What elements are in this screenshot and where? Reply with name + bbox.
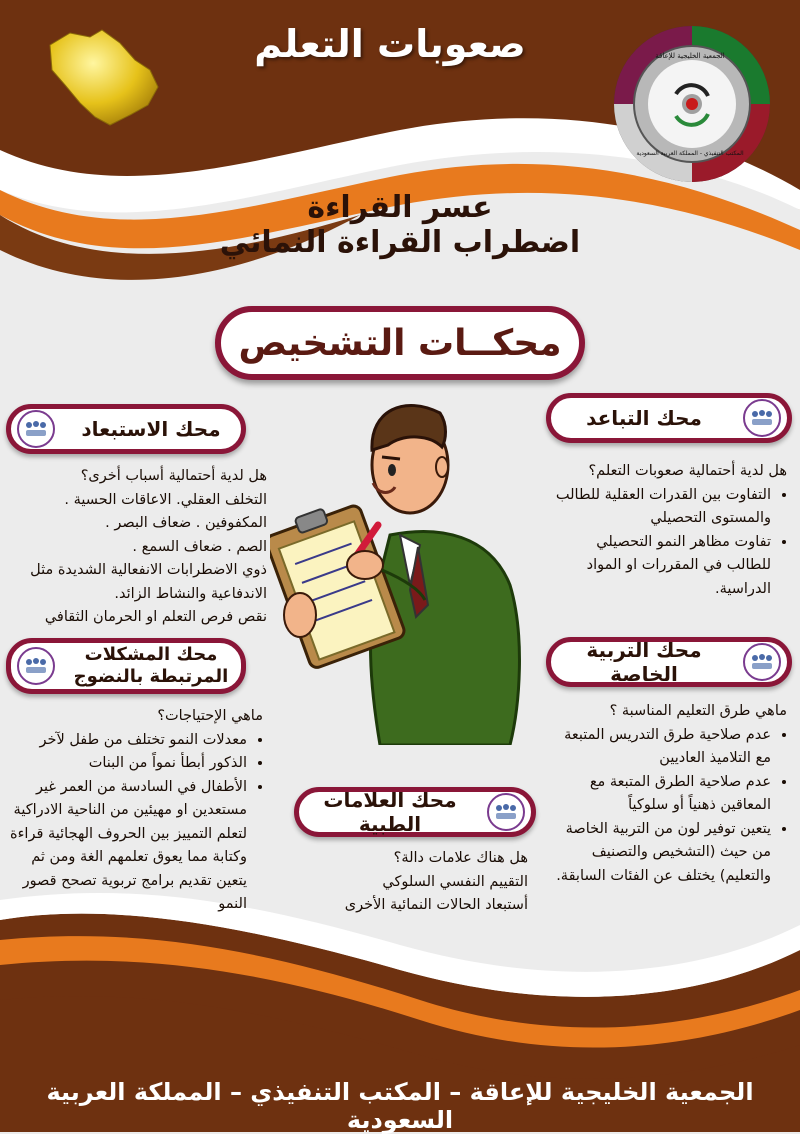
- divergence-question: هل لدية أحتمالية صعوبات التعلم؟: [588, 463, 787, 479]
- criterion-medical-header: [294, 787, 536, 837]
- criterion-special-education-body: [555, 700, 787, 888]
- list-item: • الذكور أبطأ نمواً من البنات: [5, 752, 247, 776]
- subtitle-dyslexia: عسر القراءة: [307, 190, 493, 225]
- diagnosis-criteria-banner: [215, 306, 585, 380]
- subtitle-reading-disorder: اضطراب القراءة النمائي: [219, 225, 581, 260]
- special-education-question: ماهي طرق التعليم المناسبة ؟: [609, 703, 787, 719]
- man-with-clipboard-illustration: [270, 385, 540, 745]
- list-item: الصم . ضعاف السمع .: [132, 538, 267, 555]
- maturity-question: ماهي الإحتياجات؟: [157, 708, 263, 724]
- people-group-icon: [487, 793, 525, 831]
- list-item: نقص فرص التعلم او الحرمان الثقافي: [44, 609, 267, 625]
- banner-title: محكــات التشخيص: [238, 322, 562, 364]
- footer-organization: الجمعية الخليجية للإعاقة – المكتب التنفيذي – المملكة العربية السعودية: [46, 1078, 754, 1134]
- list-item: • التفاوت بين القدرات العقلية للطالب والمستوى التحصيلي: [555, 484, 771, 531]
- list-item: • يتعين توفير لون من التربية الخاصة من حيث (التشخيص والتصنيف والتعليم) يختلف عن الفئات السابقة.: [555, 818, 771, 889]
- criterion-special-education-title: محك التربية الخاصة: [586, 638, 702, 686]
- list-item: أستبعاد الحالات النمائية الأخرى: [344, 897, 528, 913]
- list-item: التخلف العقلي. الاعاقات الحسية .: [64, 491, 267, 508]
- criterion-medical-body: [300, 847, 528, 918]
- criterion-special-education-header: [546, 637, 792, 687]
- criterion-divergence-header: [546, 393, 792, 443]
- criterion-divergence-title: محك التباعد: [586, 406, 702, 430]
- criterion-divergence-body: [555, 460, 787, 601]
- page-title: صعوبات التعلم: [254, 22, 526, 66]
- list-item: • معدلات النمو تختلف من طفل لآخر: [5, 729, 247, 753]
- criterion-maturity-header: [6, 638, 246, 694]
- criterion-exclusion-title: محك الاستبعاد: [81, 417, 221, 441]
- saudi-map-icon: [40, 25, 165, 130]
- list-item: التقييم النفسي السلوكي: [382, 873, 528, 890]
- criterion-exclusion-body: [5, 465, 267, 630]
- criterion-exclusion-header: [6, 404, 246, 454]
- exclusion-question: هل لدية أحتمالية أسباب أخرى؟: [80, 468, 267, 484]
- logo-inner-text: المكتب التنفيذي - المملكة العربية السعودية: [636, 150, 744, 157]
- list-item: • عدم صلاحية طرق التدريس المتبعة مع التلاميذ العاديين: [555, 724, 771, 771]
- list-item: ذوي الاضطرابات الانفعالية الشديدة مثل الاندفاعية والنشاط الزائد.: [30, 562, 267, 602]
- list-item: • تفاوت مظاهر النمو التحصيلي للطالب في المقررات او المواد الدراسية.: [555, 531, 771, 602]
- criterion-maturity-title: محك المشكلات المرتبطة بالنضوج: [73, 644, 229, 687]
- list-item: المكفوفين . ضعاف البصر .: [105, 515, 267, 531]
- criterion-maturity-body: [5, 705, 263, 917]
- organization-logo: [612, 24, 772, 184]
- criterion-medical-title: محك العلامات الطبية: [323, 788, 457, 836]
- list-item: • الأطفال في السادسة من العمر غير مستعدين او مهيئين من الناحية الادراكية لتعلم التمييز بين الحروف الهجائية قراءة وكتابة مما يعوق تعلمهم الغة ومن ثم يتعين تقديم برامج تربوية تصحح قصور النمو: [5, 776, 247, 917]
- list-item: • عدم صلاحية الطرق المتبعة مع المعاقين ذهنياً أو سلوكياً: [555, 771, 771, 818]
- people-group-icon: [743, 399, 781, 437]
- people-group-icon: [17, 647, 55, 685]
- medical-question: هل هناك علامات دالة؟: [393, 850, 528, 866]
- people-group-icon: [743, 643, 781, 681]
- people-group-icon: [17, 410, 55, 448]
- logo-outer-text: الجمعية الخليجية للإعاقة: [655, 52, 725, 60]
